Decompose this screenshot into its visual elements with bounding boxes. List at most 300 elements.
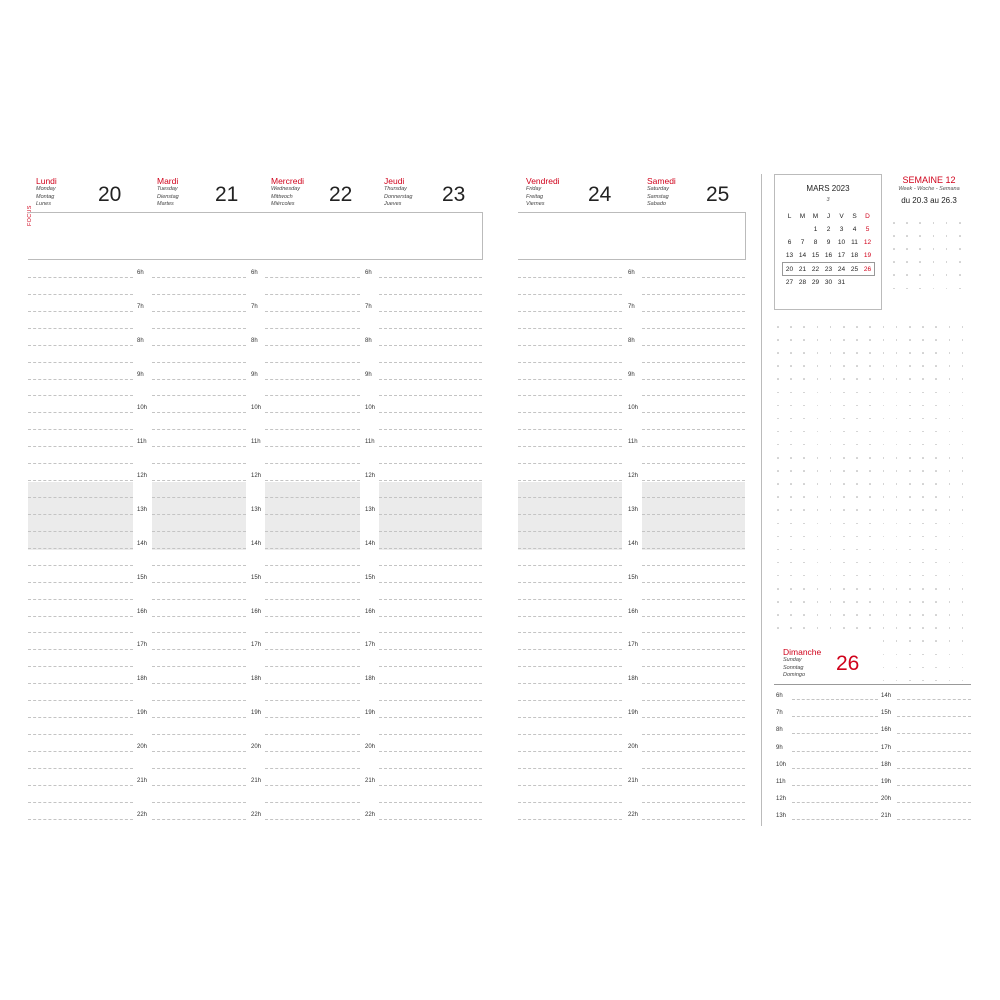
hour-line[interactable] [265, 616, 360, 617]
hour-line[interactable] [265, 311, 360, 312]
hour-line[interactable] [28, 514, 133, 515]
half-hour-line[interactable] [518, 599, 622, 600]
hour-label: 22h [137, 811, 148, 818]
dot [919, 222, 921, 224]
hour-line[interactable] [379, 379, 482, 380]
calendar-day[interactable]: 24 [837, 265, 846, 273]
sunday-hour-line[interactable] [897, 716, 971, 717]
hour-line[interactable] [518, 277, 622, 278]
hour-line[interactable] [152, 548, 246, 549]
hour-line[interactable] [642, 446, 745, 447]
sunday-hour-line[interactable] [792, 802, 878, 803]
calendar-day[interactable]: 6 [787, 239, 792, 247]
half-hour-line[interactable] [28, 531, 133, 532]
hour-line[interactable] [518, 514, 622, 515]
hour-line[interactable] [642, 548, 745, 549]
hour-line[interactable] [152, 649, 246, 650]
hour-line[interactable] [265, 548, 360, 549]
hour-line[interactable] [28, 379, 133, 380]
dot [883, 470, 885, 472]
half-hour-line[interactable] [152, 497, 246, 498]
half-hour-line[interactable] [265, 294, 360, 295]
half-hour-line[interactable] [152, 565, 246, 566]
hour-line[interactable] [518, 412, 622, 413]
sunday-hour-line[interactable] [792, 699, 878, 700]
hour-line[interactable] [152, 311, 246, 312]
half-hour-line[interactable] [642, 700, 745, 701]
hour-line[interactable] [518, 582, 622, 583]
hour-label: 15h [137, 574, 148, 581]
half-hour-line[interactable] [642, 768, 745, 769]
half-hour-line[interactable] [28, 700, 133, 701]
hour-line[interactable] [265, 277, 360, 278]
hour-line[interactable] [152, 379, 246, 380]
half-hour-line[interactable] [152, 395, 246, 396]
dot [817, 601, 819, 603]
hour-line[interactable] [265, 345, 360, 346]
sunday-hour-line[interactable] [897, 699, 971, 700]
half-hour-line[interactable] [265, 565, 360, 566]
hour-line[interactable] [642, 751, 745, 752]
sunday-hour-line[interactable] [897, 785, 971, 786]
hour-line[interactable] [28, 412, 133, 413]
half-hour-line[interactable] [379, 802, 482, 803]
dot [869, 339, 871, 341]
hour-line[interactable] [379, 616, 482, 617]
half-hour-line[interactable] [28, 632, 133, 633]
hour-line[interactable] [28, 717, 133, 718]
hour-line[interactable] [28, 819, 133, 820]
calendar-day[interactable]: 27 [785, 278, 794, 286]
hour-label: 7h [251, 303, 258, 310]
hour-line[interactable] [28, 683, 133, 684]
hour-line[interactable] [152, 277, 246, 278]
hour-line[interactable] [518, 311, 622, 312]
hour-line[interactable] [28, 616, 133, 617]
half-hour-line[interactable] [379, 463, 482, 464]
half-hour-line[interactable] [28, 734, 133, 735]
hour-line[interactable] [28, 548, 133, 549]
half-hour-line[interactable] [518, 294, 622, 295]
dot [883, 326, 885, 328]
hour-line[interactable] [265, 582, 360, 583]
dot [935, 483, 937, 485]
hour-line[interactable] [518, 785, 622, 786]
hour-line[interactable] [265, 683, 360, 684]
hour-line[interactable] [379, 751, 482, 752]
hour-line[interactable] [152, 582, 246, 583]
hour-line[interactable] [152, 683, 246, 684]
half-hour-line[interactable] [265, 429, 360, 430]
hour-label: 18h [365, 676, 376, 683]
half-hour-line[interactable] [518, 531, 622, 532]
half-hour-line[interactable] [265, 463, 360, 464]
calendar-day[interactable]: 5 [865, 226, 870, 233]
sunday-hour-line[interactable] [897, 733, 971, 734]
hour-line[interactable] [28, 785, 133, 786]
hour-line[interactable] [152, 616, 246, 617]
hour-line[interactable] [642, 649, 745, 650]
sunday-hour-line[interactable] [792, 785, 878, 786]
half-hour-line[interactable] [265, 531, 360, 532]
half-hour-line[interactable] [379, 429, 482, 430]
hour-label: 15h [365, 574, 376, 581]
hour-line[interactable] [642, 412, 745, 413]
half-hour-line[interactable] [518, 497, 622, 498]
half-hour-line[interactable] [152, 632, 246, 633]
hour-line[interactable] [642, 616, 745, 617]
hour-line[interactable] [28, 649, 133, 650]
half-hour-line[interactable] [28, 362, 133, 363]
calendar-day[interactable]: 19 [863, 252, 872, 260]
dot [962, 470, 964, 472]
hour-line[interactable] [265, 412, 360, 413]
dot [790, 483, 792, 485]
half-hour-line[interactable] [518, 768, 622, 769]
half-hour-line[interactable] [152, 463, 246, 464]
hour-line[interactable] [28, 480, 133, 481]
dot [909, 654, 911, 656]
hour-line[interactable] [28, 751, 133, 752]
calendar-day[interactable]: 22 [811, 265, 820, 273]
calendar-day[interactable]: 4 [852, 226, 857, 233]
half-hour-line[interactable] [642, 497, 745, 498]
hour-line[interactable] [265, 514, 360, 515]
hour-line[interactable] [518, 717, 622, 718]
hour-line[interactable] [642, 277, 745, 278]
hour-line[interactable] [642, 819, 745, 820]
half-hour-line[interactable] [28, 395, 133, 396]
calendar-day[interactable]: 15 [811, 252, 820, 260]
calendar-day[interactable]: 2 [826, 226, 831, 233]
hour-line[interactable] [265, 649, 360, 650]
half-hour-line[interactable] [152, 362, 246, 363]
half-hour-line[interactable] [642, 632, 745, 633]
hour-line[interactable] [518, 379, 622, 380]
hour-line[interactable] [152, 412, 246, 413]
half-hour-line[interactable] [265, 497, 360, 498]
dot [856, 627, 858, 629]
calendar-day[interactable]: 11 [851, 239, 858, 247]
hour-line[interactable] [518, 345, 622, 346]
half-hour-line[interactable] [642, 362, 745, 363]
dot [883, 562, 885, 564]
calendar-day[interactable]: 3 [839, 226, 844, 233]
half-hour-line[interactable] [379, 734, 482, 735]
half-hour-line[interactable] [28, 463, 133, 464]
hour-line[interactable] [518, 819, 622, 820]
half-hour-line[interactable] [265, 734, 360, 735]
half-hour-line[interactable] [28, 294, 133, 295]
calendar-day[interactable]: 31 [837, 278, 846, 286]
half-hour-line[interactable] [379, 531, 482, 532]
dot [830, 392, 832, 394]
half-hour-line[interactable] [379, 362, 482, 363]
half-hour-line[interactable] [642, 802, 745, 803]
hour-line[interactable] [265, 751, 360, 752]
dot [777, 365, 779, 367]
hour-line[interactable] [28, 446, 133, 447]
half-hour-line[interactable] [265, 768, 360, 769]
half-hour-line[interactable] [379, 666, 482, 667]
sunday-hour-label: 8h [776, 727, 783, 734]
hour-line[interactable] [379, 819, 482, 820]
dot [803, 614, 805, 616]
calendar-day[interactable]: 13 [785, 252, 794, 260]
hour-line[interactable] [518, 446, 622, 447]
lunch-band [28, 482, 133, 550]
sunday-hour-line[interactable] [792, 768, 878, 769]
hour-line[interactable] [152, 717, 246, 718]
hour-line[interactable] [28, 277, 133, 278]
hour-line[interactable] [518, 683, 622, 684]
sunday-hour-line[interactable] [792, 751, 878, 752]
half-hour-line[interactable] [642, 294, 745, 295]
sunday-hour-line[interactable] [792, 733, 878, 734]
sunday-hour-label: 15h [881, 710, 892, 717]
half-hour-line[interactable] [518, 395, 622, 396]
dot [896, 654, 898, 656]
dot [949, 575, 951, 577]
dot [962, 575, 964, 577]
calendar-day[interactable]: 29 [811, 278, 820, 286]
hour-line[interactable] [379, 480, 482, 481]
half-hour-line[interactable] [152, 429, 246, 430]
sunday-hour-line[interactable] [897, 802, 971, 803]
current-week-highlight [782, 262, 875, 276]
half-hour-line[interactable] [28, 429, 133, 430]
dot [777, 614, 779, 616]
dot [843, 523, 845, 525]
half-hour-line[interactable] [379, 497, 482, 498]
focus-box-left[interactable] [28, 212, 483, 260]
half-hour-line[interactable] [265, 802, 360, 803]
hour-line[interactable] [379, 785, 482, 786]
half-hour-line[interactable] [379, 632, 482, 633]
hour-line[interactable] [152, 819, 246, 820]
sunday-hour-line[interactable] [792, 716, 878, 717]
half-hour-line[interactable] [518, 429, 622, 430]
hour-line[interactable] [379, 514, 482, 515]
half-hour-line[interactable] [152, 328, 246, 329]
half-hour-line[interactable] [642, 531, 745, 532]
calendar-day[interactable]: 26 [863, 265, 872, 273]
calendar-day[interactable]: 10 [837, 239, 846, 247]
hour-line[interactable] [642, 345, 745, 346]
hour-line[interactable] [642, 785, 745, 786]
half-hour-line[interactable] [518, 328, 622, 329]
hour-line[interactable] [152, 446, 246, 447]
half-hour-line[interactable] [28, 565, 133, 566]
half-hour-line[interactable] [642, 565, 745, 566]
hour-line[interactable] [379, 683, 482, 684]
hour-line[interactable] [642, 582, 745, 583]
half-hour-line[interactable] [28, 599, 133, 600]
calendar-day[interactable]: 23 [824, 265, 833, 273]
half-hour-line[interactable] [518, 632, 622, 633]
dot [909, 326, 911, 328]
half-hour-line[interactable] [642, 599, 745, 600]
hour-line[interactable] [518, 548, 622, 549]
calendar-day[interactable]: 8 [813, 239, 818, 247]
hour-line[interactable] [28, 345, 133, 346]
half-hour-line[interactable] [379, 768, 482, 769]
half-hour-line[interactable] [152, 294, 246, 295]
calendar-day[interactable]: 7 [800, 239, 805, 247]
calendar-day[interactable]: 16 [824, 252, 833, 260]
hour-line[interactable] [379, 412, 482, 413]
sunday-hour-line[interactable] [897, 751, 971, 752]
half-hour-line[interactable] [518, 802, 622, 803]
half-hour-line[interactable] [28, 768, 133, 769]
calendar-day[interactable]: 30 [824, 278, 833, 286]
half-hour-line[interactable] [642, 734, 745, 735]
hour-line[interactable] [379, 548, 482, 549]
half-hour-line[interactable] [265, 362, 360, 363]
hour-label: 16h [251, 608, 262, 615]
half-hour-line[interactable] [642, 666, 745, 667]
calendar-day[interactable]: 9 [826, 239, 831, 247]
hour-line[interactable] [265, 480, 360, 481]
hour-line[interactable] [642, 717, 745, 718]
hour-line[interactable] [518, 480, 622, 481]
hour-line[interactable] [265, 819, 360, 820]
half-hour-line[interactable] [152, 768, 246, 769]
half-hour-line[interactable] [152, 666, 246, 667]
calendar-day[interactable]: 12 [863, 239, 872, 247]
half-hour-line[interactable] [152, 700, 246, 701]
focus-box-right[interactable] [518, 212, 746, 260]
half-hour-line[interactable] [518, 734, 622, 735]
hour-line[interactable] [152, 345, 246, 346]
half-hour-line[interactable] [28, 497, 133, 498]
sunday-hour-line[interactable] [897, 768, 971, 769]
half-hour-line[interactable] [518, 362, 622, 363]
dot [869, 418, 871, 420]
dot [883, 339, 885, 341]
hour-line[interactable] [642, 311, 745, 312]
dot [909, 352, 911, 354]
half-hour-line[interactable] [379, 700, 482, 701]
calendar-day[interactable]: 1 [813, 226, 818, 233]
half-hour-line[interactable] [518, 463, 622, 464]
hour-label: 13h [365, 506, 376, 513]
calendar-day[interactable]: 18 [850, 252, 859, 260]
hour-line[interactable] [379, 717, 482, 718]
dot [817, 365, 819, 367]
sunday-hour-line[interactable] [897, 819, 971, 820]
half-hour-line[interactable] [642, 328, 745, 329]
hour-line[interactable] [379, 582, 482, 583]
hour-line[interactable] [265, 446, 360, 447]
hour-line[interactable] [642, 514, 745, 515]
calendar-day[interactable]: 25 [850, 265, 859, 273]
hour-line[interactable] [642, 480, 745, 481]
half-hour-line[interactable] [28, 802, 133, 803]
half-hour-line[interactable] [379, 328, 482, 329]
half-hour-line[interactable] [642, 463, 745, 464]
half-hour-line[interactable] [265, 599, 360, 600]
weekday-label: S [852, 213, 857, 220]
half-hour-line[interactable] [642, 395, 745, 396]
hour-line[interactable] [379, 446, 482, 447]
calendar-day[interactable]: 21 [798, 265, 807, 273]
dot [949, 418, 951, 420]
hour-line[interactable] [28, 311, 133, 312]
hour-line[interactable] [265, 785, 360, 786]
half-hour-line[interactable] [152, 802, 246, 803]
dot [935, 457, 937, 459]
dot [935, 496, 937, 498]
hour-line[interactable] [518, 751, 622, 752]
hour-line[interactable] [265, 717, 360, 718]
half-hour-line[interactable] [28, 666, 133, 667]
hour-line[interactable] [152, 514, 246, 515]
hour-line[interactable] [379, 649, 482, 650]
calendar-day[interactable]: 17 [837, 252, 846, 260]
day-en: Thursday [384, 186, 407, 192]
sunday-hour-line[interactable] [792, 819, 878, 820]
half-hour-line[interactable] [265, 395, 360, 396]
dot [893, 222, 895, 224]
half-hour-line[interactable] [265, 632, 360, 633]
half-hour-line[interactable] [518, 565, 622, 566]
week-range: du 20.3 au 26.3 [901, 196, 957, 205]
hour-line[interactable] [265, 379, 360, 380]
hour-line[interactable] [152, 785, 246, 786]
half-hour-line[interactable] [152, 734, 246, 735]
dot [883, 392, 885, 394]
half-hour-line[interactable] [518, 700, 622, 701]
dot [803, 339, 805, 341]
half-hour-line[interactable] [265, 666, 360, 667]
hour-line[interactable] [518, 616, 622, 617]
half-hour-line[interactable] [28, 328, 133, 329]
dot [777, 378, 779, 380]
dot [935, 326, 937, 328]
sunday-number: 26 [836, 652, 860, 675]
half-hour-line[interactable] [379, 599, 482, 600]
hour-label: 22h [365, 811, 376, 818]
half-hour-line[interactable] [379, 565, 482, 566]
hour-line[interactable] [379, 277, 482, 278]
half-hour-line[interactable] [518, 666, 622, 667]
dot [949, 536, 951, 538]
hour-line[interactable] [518, 649, 622, 650]
half-hour-line[interactable] [642, 429, 745, 430]
half-hour-line[interactable] [379, 395, 482, 396]
hour-line[interactable] [379, 345, 482, 346]
hour-line[interactable] [642, 379, 745, 380]
hour-line[interactable] [379, 311, 482, 312]
dot [946, 261, 948, 263]
hour-line[interactable] [152, 751, 246, 752]
calendar-day[interactable]: 14 [798, 252, 807, 260]
half-hour-line[interactable] [265, 328, 360, 329]
dot [856, 326, 858, 328]
calendar-day[interactable]: 20 [785, 265, 794, 273]
hour-line[interactable] [152, 480, 246, 481]
half-hour-line[interactable] [152, 599, 246, 600]
hour-line[interactable] [642, 683, 745, 684]
half-hour-line[interactable] [152, 531, 246, 532]
hour-line[interactable] [28, 582, 133, 583]
half-hour-line[interactable] [265, 700, 360, 701]
half-hour-line[interactable] [379, 294, 482, 295]
dot [790, 378, 792, 380]
day-en: Friday [526, 186, 542, 192]
calendar-day[interactable]: 28 [798, 278, 807, 286]
